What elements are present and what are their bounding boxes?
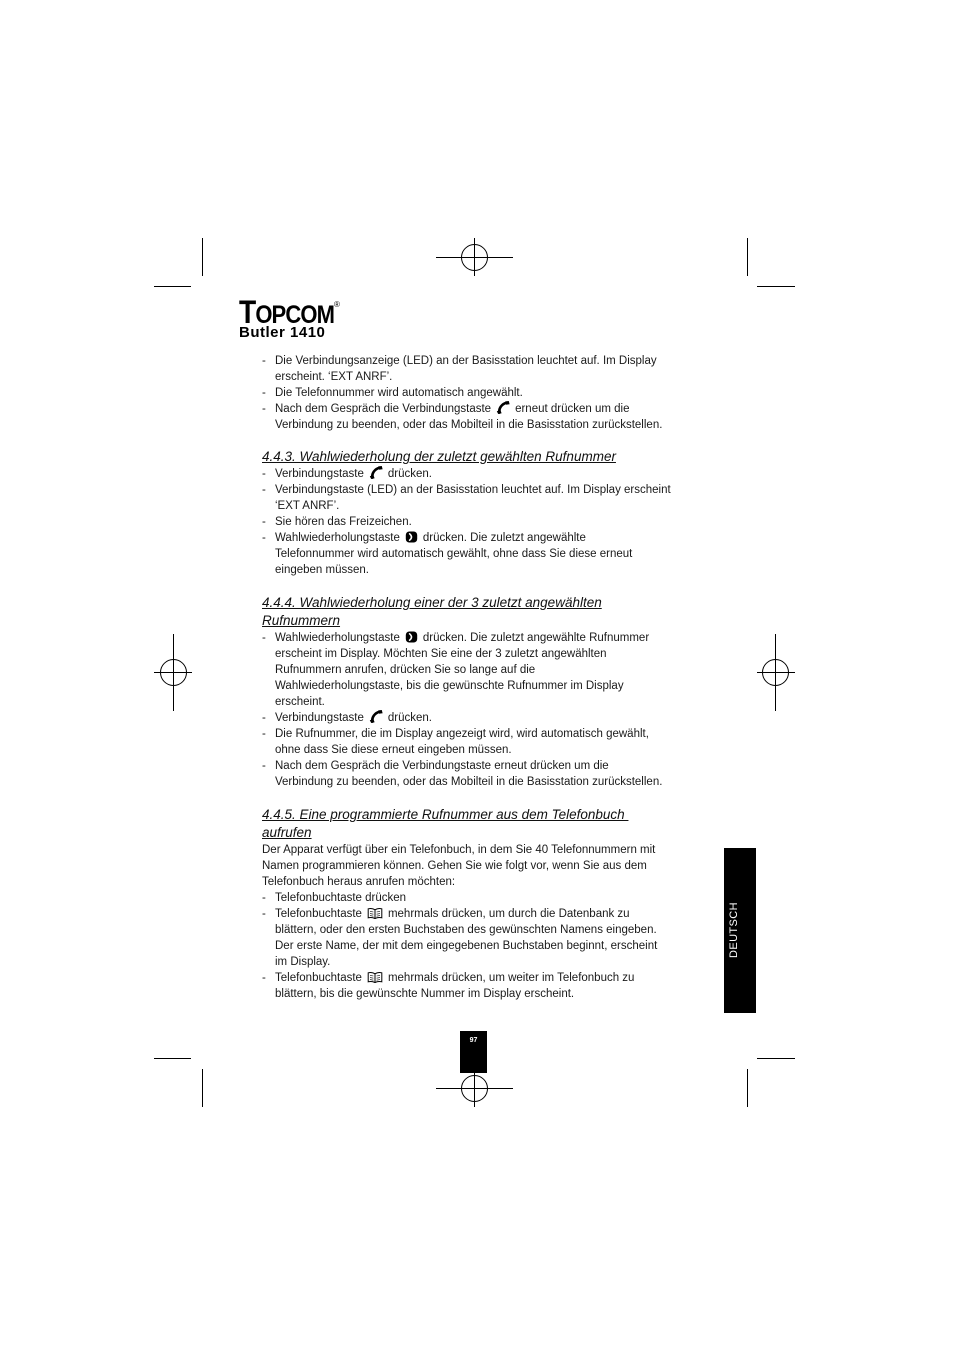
registration-circle	[462, 245, 488, 271]
phone-key-icon	[369, 710, 383, 723]
text-line: erscheint.	[275, 696, 325, 708]
section-4-4-4	[262, 594, 712, 790]
text-segment: mehrmals drücken, um weiter im Telefonbuch zu	[387, 972, 635, 984]
list-item	[262, 401, 712, 433]
text-segment: Telefonbuchtaste	[275, 972, 362, 984]
text-line: Die Verbindungsanzeige (LED) an der Basisstation leuchtet auf. Im Display	[275, 355, 657, 367]
text-line: Namen programmieren können. Gehen Sie wie folgt vor, wenn Sie aus dem	[262, 860, 647, 872]
list-item	[262, 710, 712, 726]
phonebook-key-icon	[367, 971, 383, 983]
list-item	[262, 726, 712, 758]
registration-circle	[161, 660, 187, 686]
text-segment: drücken. Die zuletzt angewählte	[422, 532, 586, 544]
phonebook-key-icon	[367, 907, 383, 919]
list-item	[262, 906, 712, 970]
list-bullet: -	[262, 632, 266, 644]
list-item	[262, 353, 712, 385]
phone-key-icon	[496, 401, 510, 414]
phonebook-key-icon	[367, 907, 383, 919]
list-item	[262, 482, 712, 514]
brand-logo: TOPCOM	[239, 294, 335, 330]
list-item	[262, 530, 712, 578]
intro-list	[262, 353, 712, 433]
list-bullet: -	[262, 892, 266, 904]
list-item	[262, 970, 712, 1002]
text-line: Der Apparat verfügt über ein Telefonbuch, in dem Sie 40 Telefonnummern mit	[262, 844, 656, 856]
phone-key-icon	[369, 466, 383, 479]
text-segment: Verbindungstaste	[275, 712, 364, 724]
text-segment: Wahlwiederholungstaste	[275, 532, 400, 544]
section-heading: Rufnummern	[262, 613, 341, 628]
section-heading: 4.4.5. Eine programmierte Rufnummer aus dem Telefonbuch	[262, 807, 629, 822]
crop-mark-bottom-left	[154, 1059, 203, 1108]
text-segment: erneut drücken um die	[515, 403, 630, 415]
section-heading: 4.4.4. Wahlwiederholung einer der 3 zuletzt angewählten	[262, 595, 602, 610]
list-item	[262, 514, 712, 530]
list-bullet: -	[262, 728, 266, 740]
list-bullet: -	[262, 712, 266, 724]
list-item	[262, 758, 712, 790]
list-bullet: -	[262, 484, 266, 496]
list-item	[262, 630, 712, 710]
text-line: ‘EXT ANRF’.	[275, 500, 340, 512]
list-bullet: -	[262, 403, 266, 415]
text-line: Verbindung zu beenden, oder das Mobilteil in die Basisstation zurückstellen.	[275, 419, 663, 431]
registration-mark-right	[757, 634, 795, 711]
text-segment: Telefonbuchtaste	[275, 908, 362, 920]
text-line: Telefonnummer wird automatisch gewählt, ohne dass Sie diese erneut	[275, 548, 633, 560]
crop-mark-top-right	[748, 238, 796, 287]
list-bullet: -	[262, 532, 266, 544]
text-line: ohne dass Sie diese erneut eingeben müssen.	[275, 744, 512, 756]
text-line: Die Rufnummer, die im Display angezeigt wird, wird automatisch gewählt,	[275, 728, 649, 740]
text-line	[275, 530, 712, 546]
language-tab	[724, 848, 756, 1013]
phone-key-icon	[369, 710, 383, 723]
list-bullet: -	[262, 908, 266, 920]
text-line: Telefonbuchtaste drücken	[275, 892, 407, 904]
registration-mark-bottom	[436, 1069, 513, 1107]
text-line: Der erste Name, der mit dem eingegebenen Buchstaben beginnt, erscheint	[275, 940, 658, 952]
text-segment: Verbindungstaste	[275, 468, 364, 480]
redial-key-icon	[405, 631, 418, 643]
registered-mark: ®	[334, 300, 340, 309]
text-line	[275, 630, 712, 646]
text-line: erscheint. ‘EXT ANRF’.	[275, 371, 393, 383]
section-4-4-5	[262, 806, 712, 1002]
crop-mark-bottom-right	[748, 1059, 796, 1108]
text-segment: drücken.	[387, 712, 432, 724]
text-line: Telefonbuch heraus anrufen möchten:	[262, 876, 456, 888]
text-segment: Nach dem Gespräch die Verbindungstaste	[275, 403, 492, 415]
list-item	[262, 466, 712, 482]
text-line: erscheint im Display. Möchten Sie eine der 3 zuletzt angewählten	[275, 648, 607, 660]
text-line	[275, 970, 712, 986]
text-line: Sie hören das Freizeichen.	[275, 516, 412, 528]
text-line	[275, 401, 712, 417]
text-line: Verbindung zu beenden, oder das Mobilteil in die Basisstation zurückstellen.	[275, 776, 663, 788]
registration-mark-left	[154, 634, 192, 711]
redial-key-icon	[405, 631, 418, 643]
phone-key-icon	[496, 401, 510, 414]
text-line: blättern, oder den ersten Buchstaben des gewünschten Namens eingeben.	[275, 924, 657, 936]
registration-mark-top	[436, 238, 513, 276]
text-line: blättern, bis die gewünschte Nummer im Display erscheint.	[275, 988, 575, 1000]
language-tab-label: DEUTSCH	[728, 902, 740, 959]
text-line	[275, 466, 712, 482]
text-segment: Wahlwiederholungstaste	[275, 632, 400, 644]
phonebook-key-icon	[367, 971, 383, 983]
list-bullet: -	[262, 355, 266, 367]
text-line: im Display.	[275, 956, 331, 968]
text-line	[275, 710, 712, 726]
list-bullet: -	[262, 468, 266, 480]
list-item	[262, 385, 712, 401]
text-line: Wahlwiederholungstaste, bis die gewünschte Rufnummer im Display	[275, 680, 624, 692]
model-name: Butler 1410	[239, 324, 326, 341]
list-bullet: -	[262, 760, 266, 772]
section-4-4-3	[262, 448, 712, 578]
text-segment: drücken. Die zuletzt angewählte Rufnummer	[422, 632, 650, 644]
list-item	[262, 890, 712, 906]
text-line: Die Telefonnummer wird automatisch angewählt.	[275, 387, 523, 399]
list-bullet: -	[262, 516, 266, 528]
section-heading: 4.4.3. Wahlwiederholung der zuletzt gewählten Rufnummer	[262, 449, 616, 464]
phone-key-icon	[369, 466, 383, 479]
text-line	[275, 906, 712, 922]
text-segment: mehrmals drücken, um durch die Datenbank zu	[387, 908, 630, 920]
section-heading: aufrufen	[262, 825, 312, 840]
text-line: Verbindungstaste (LED) an der Basisstation leuchtet auf. Im Display erscheint	[275, 484, 671, 496]
list-bullet: -	[262, 387, 266, 399]
text-line: eingeben müssen.	[275, 564, 369, 576]
paragraph	[262, 842, 712, 890]
text-segment: drücken.	[387, 468, 432, 480]
text-line: Rufnummern anrufen, drücken Sie so lange auf die	[275, 664, 536, 676]
redial-key-icon	[405, 531, 418, 543]
text-line: Nach dem Gespräch die Verbindungstaste erneut drücken um die	[275, 760, 609, 772]
registration-circle	[763, 660, 789, 686]
redial-key-icon	[405, 531, 418, 543]
page-number: 97	[460, 1031, 487, 1073]
crop-mark-top-left	[154, 238, 203, 287]
registration-circle	[462, 1076, 488, 1102]
list-bullet: -	[262, 972, 266, 984]
